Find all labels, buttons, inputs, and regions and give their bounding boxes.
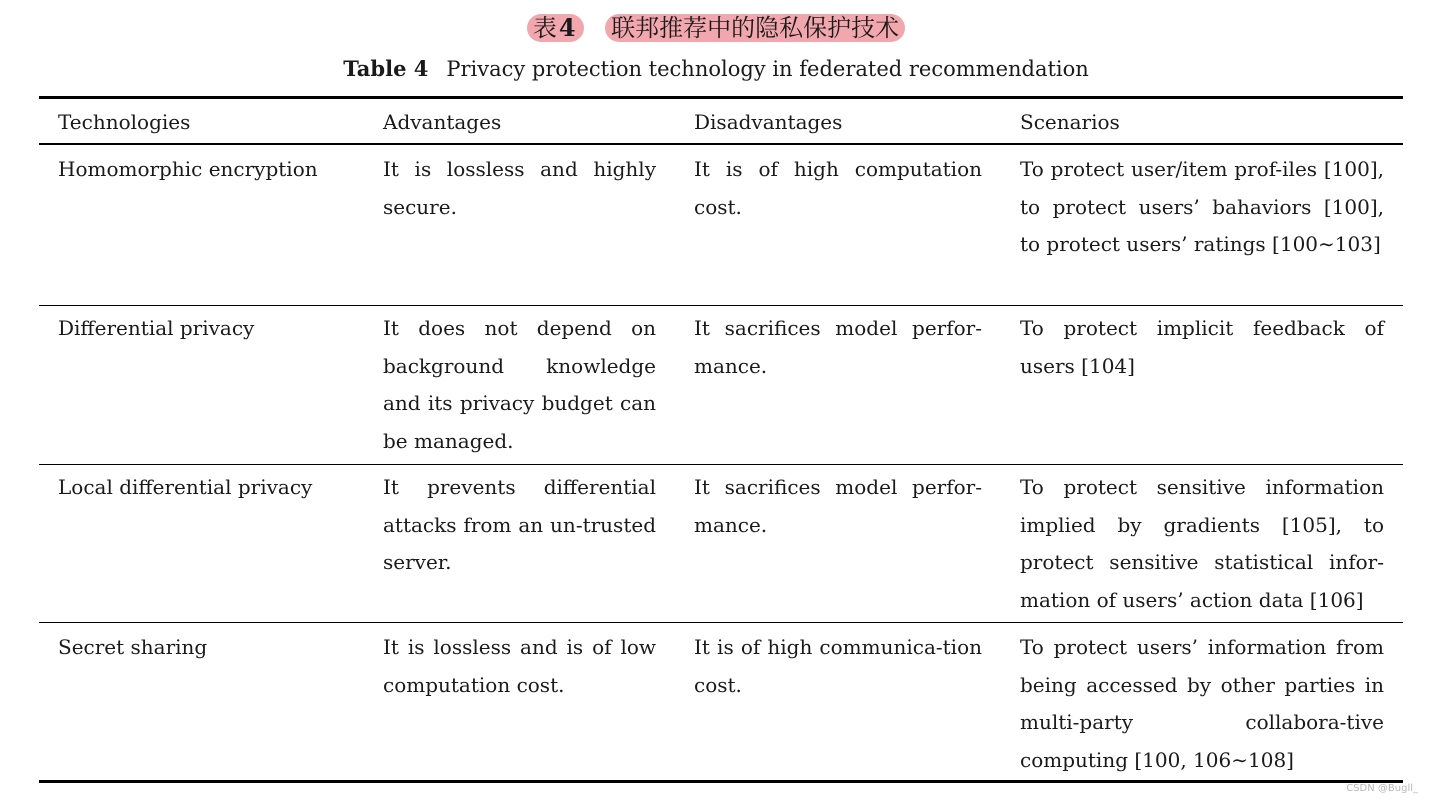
header-advantages: Advantages [383, 110, 502, 134]
caption-cn-label-highlight [527, 14, 584, 42]
row4-disadvantages: It is of high communica-tion cost. [694, 635, 982, 697]
row2-scenarios: To protect implicit feedback of users [104] [1020, 316, 1384, 378]
row3-scenarios: To protect sensitive information implied by gradients [105], to protect sensitive statistical infor-mation of users’ action data [106] [1020, 475, 1384, 612]
english-caption [0, 54, 1432, 84]
row3-technology: Local differential privacy [58, 475, 313, 499]
row4-advantages: It is lossless and is of low computation cost. [383, 635, 656, 697]
header-technologies: Technologies [58, 110, 191, 134]
chinese-caption [0, 10, 1432, 46]
top-rule [39, 96, 1403, 99]
header-rule [39, 143, 1403, 145]
caption-en-title: Privacy protection technology in federated recommendation [446, 57, 1089, 81]
header-scenarios: Scenarios [1020, 110, 1120, 134]
caption-cn-title: 联邦推荐中的隐私保护技术 [605, 14, 905, 42]
watermark-text: CSDN @Bugll_ [1346, 783, 1418, 794]
row-rule [39, 622, 1403, 623]
caption-cn-label: 表 [532, 14, 557, 42]
row1-technology: Homomorphic encryption [58, 157, 318, 181]
row3-disadvantages: It sacrifices model perfor-mance. [694, 475, 982, 537]
row1-scenarios: To protect user/item prof-iles [100], to protect users’ bahaviors [100], to protect users’ ratings [100∼103] [1020, 157, 1384, 257]
row3-advantages: It prevents differential attacks from an un-trusted server. [383, 475, 656, 575]
row2-advantages: It does not depend on background knowledge and its privacy budget can be managed. [383, 316, 656, 453]
row4-technology: Secret sharing [58, 635, 208, 659]
header-disadvantages: Disadvantages [694, 110, 843, 134]
bottom-rule [39, 780, 1403, 783]
row4-scenarios: To protect users’ information from being accessed by other parties in multi-party collabora-tive computing [100, 106∼108] [1020, 635, 1384, 772]
row1-advantages: It is lossless and highly secure. [383, 157, 656, 219]
caption-cn-number: 4 [558, 13, 576, 42]
caption-en-label: Table 4 [343, 56, 429, 81]
row-rule [39, 464, 1403, 465]
row-rule [39, 305, 1403, 306]
row2-technology: Differential privacy [58, 316, 255, 340]
row2-disadvantages: It sacrifices model perfor-mance. [694, 316, 982, 378]
row1-disadvantages: It is of high computation cost. [694, 157, 982, 219]
